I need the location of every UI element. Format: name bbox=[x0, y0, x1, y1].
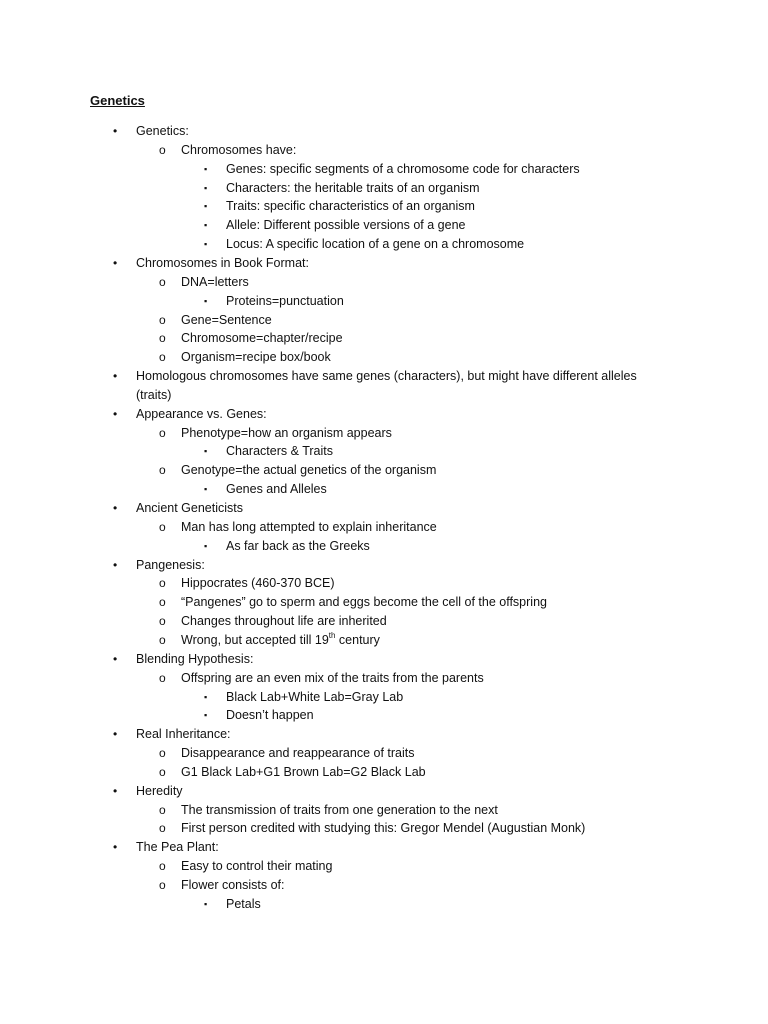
outline-item-level-3 bbox=[226, 442, 333, 461]
outline-item-level-3 bbox=[226, 235, 524, 254]
bullet-marker-level-2: o bbox=[159, 821, 166, 836]
outline-item-level-3 bbox=[226, 480, 327, 499]
bullet-marker-level-1: • bbox=[113, 406, 118, 421]
outline-item-level-1 bbox=[136, 499, 243, 518]
outline-item-text: Ancient Geneticists bbox=[136, 501, 243, 515]
bullet-marker-level-2: o bbox=[159, 878, 166, 892]
bullet-marker-level-1: • bbox=[113, 840, 118, 855]
bullet-marker-level-2: o bbox=[159, 331, 166, 346]
outline-item-text: Pangenesis: bbox=[136, 557, 205, 572]
bullet-marker-level-3: ▪ bbox=[204, 163, 208, 174]
bullet-marker-level-2: o bbox=[159, 312, 166, 327]
outline-item-level-3 bbox=[226, 197, 475, 216]
outline-item-text: Traits: specific characteristics of an organism bbox=[226, 199, 475, 214]
bullet-marker-level-2: o bbox=[159, 746, 166, 761]
outline-item-text: Easy to control their mating bbox=[181, 859, 333, 874]
outline-item-level-1 bbox=[136, 367, 637, 386]
bullet-marker-level-2: o bbox=[159, 425, 166, 440]
outline-item-text: Characters: the heritable traits of an organism bbox=[226, 180, 480, 195]
outline-item-text: Organism=recipe box/book bbox=[181, 350, 331, 365]
outline-item-text: Wrong, but accepted till 19 bbox=[181, 632, 329, 647]
superscript: th bbox=[328, 630, 336, 640]
outline-item-text: Appearance vs. Genes: bbox=[136, 406, 267, 421]
outline-item-text: Blending Hypothesis: bbox=[136, 651, 254, 666]
outline-item-level-2 bbox=[181, 763, 426, 782]
outline-item-level-2 bbox=[181, 273, 249, 292]
bullet-marker-level-2: o bbox=[159, 764, 166, 779]
bullet-marker-level-3: ▪ bbox=[204, 898, 208, 909]
outline-item-level-2 bbox=[181, 876, 285, 895]
outline-item-text: Gene=Sentence bbox=[181, 312, 272, 327]
outline-item-text: Genotype=the actual genetics of the organism bbox=[181, 463, 437, 478]
outline-item-text: The transmission of traits from one generation to the next bbox=[181, 802, 498, 817]
outline-item-text: First person credited with studying this: Gregor Mendel (Augustian Monk) bbox=[181, 821, 586, 836]
outline-item-text: Characters & Traits bbox=[226, 444, 333, 459]
outline-item-level-1 bbox=[136, 556, 205, 575]
bullet-marker-level-2: o bbox=[159, 632, 166, 647]
outline-item-level-3 bbox=[226, 216, 466, 235]
bullet-marker-level-3: ▪ bbox=[204, 691, 208, 702]
bullet-marker-level-1: • bbox=[113, 557, 118, 572]
document-title: Genetics bbox=[90, 93, 145, 108]
outline-item-level-1 bbox=[136, 386, 171, 405]
bullet-marker-level-3: ▪ bbox=[204, 446, 208, 457]
outline-item-text: Hippocrates (460-370 BCE) bbox=[181, 576, 335, 591]
outline-item-text: Genes: specific segments of a chromosome code for characters bbox=[226, 161, 580, 176]
bullet-marker-level-1: • bbox=[113, 783, 118, 798]
outline-item-text: Locus: A specific location of a gene on a chromosome bbox=[226, 237, 525, 252]
outline-item-text: G1 Black Lab+G1 Brown Lab=G2 Black Lab bbox=[181, 764, 426, 779]
bullet-marker-level-3: ▪ bbox=[204, 484, 208, 495]
outline-item-text: Flower consists of: bbox=[181, 878, 285, 892]
outline-item-level-1 bbox=[136, 838, 219, 857]
bullet-marker-level-2: o bbox=[159, 576, 166, 591]
outline-item-text: Heredity bbox=[136, 783, 183, 798]
outline-item-text: Proteins=punctuation bbox=[226, 293, 344, 308]
bullet-marker-level-1: • bbox=[113, 124, 118, 138]
bullet-marker-level-2: o bbox=[159, 614, 166, 629]
outline-item-level-2 bbox=[181, 461, 436, 480]
bullet-marker-level-3: ▪ bbox=[204, 182, 208, 193]
bullet-marker-level-3: ▪ bbox=[204, 220, 208, 231]
bullet-marker-level-2: o bbox=[159, 595, 166, 610]
outline-item-level-2 bbox=[181, 631, 380, 650]
outline-item-text: Genes and Alleles bbox=[226, 482, 327, 497]
outline-item-text: Chromosome=chapter/recipe bbox=[181, 331, 343, 346]
outline-item-level-2 bbox=[181, 801, 498, 820]
bullet-marker-level-3: ▪ bbox=[204, 710, 208, 721]
bullet-marker-level-2: o bbox=[159, 802, 166, 817]
outline-item-text: Chromosomes in Book Format: bbox=[136, 255, 309, 270]
bullet-marker-level-2: o bbox=[159, 274, 166, 289]
bullet-marker-level-1: • bbox=[113, 727, 118, 742]
outline-item-level-2 bbox=[181, 311, 272, 330]
outline-item-text: Doesn’t happen bbox=[226, 708, 314, 723]
bullet-marker-level-3: ▪ bbox=[204, 540, 208, 551]
bullet-marker-level-1: • bbox=[113, 369, 118, 384]
outline-item-level-2 bbox=[181, 857, 332, 876]
bullet-marker-level-2: o bbox=[159, 142, 166, 157]
bullet-marker-level-2: o bbox=[159, 519, 166, 534]
bullet-marker-level-1: • bbox=[113, 255, 118, 270]
outline-item-text: Chromosomes have: bbox=[181, 142, 297, 157]
outline-item-level-1 bbox=[136, 782, 183, 801]
outline-item-level-2 bbox=[181, 744, 414, 763]
outline-item-level-1 bbox=[136, 122, 189, 141]
bullet-marker-level-1: • bbox=[113, 501, 118, 515]
outline-item-text: Genetics: bbox=[136, 124, 189, 138]
outline-item-text: Man has long attempted to explain inheritance bbox=[181, 519, 437, 534]
outline-item-text: Allele: Different possible versions of a gene bbox=[226, 218, 466, 233]
outline-item-level-2 bbox=[181, 141, 296, 160]
bullet-marker-level-2: o bbox=[159, 463, 166, 478]
outline-item-text: Real Inheritance: bbox=[136, 727, 231, 742]
outline-item-level-2 bbox=[181, 593, 547, 612]
outline-item-level-2 bbox=[181, 329, 343, 348]
outline-item-level-3 bbox=[226, 292, 344, 311]
outline-item-text: (traits) bbox=[136, 387, 172, 402]
outline-item-text: The Pea Plant: bbox=[136, 840, 219, 855]
outline-item-level-2 bbox=[181, 348, 331, 367]
outline-item-level-2 bbox=[181, 819, 585, 838]
outline-item-text: Disappearance and reappearance of traits bbox=[181, 746, 415, 761]
outline-item-level-2 bbox=[181, 518, 437, 537]
outline-item-level-1 bbox=[136, 725, 231, 744]
outline-item-level-3 bbox=[226, 895, 261, 914]
outline-item-level-2 bbox=[181, 612, 387, 631]
bullet-marker-level-1: • bbox=[113, 651, 118, 666]
outline-item-level-2 bbox=[181, 424, 392, 443]
bullet-marker-level-2: o bbox=[159, 859, 166, 874]
outline-item-text: Homologous chromosomes have same genes (characters), but might have different alleles bbox=[136, 369, 637, 384]
outline-item-text: As far back as the Greeks bbox=[226, 538, 370, 553]
bullet-marker-level-2: o bbox=[159, 670, 166, 685]
outline-item-text-continued: century bbox=[335, 632, 380, 647]
bullet-marker-level-3: ▪ bbox=[204, 239, 208, 250]
outline-item-level-1 bbox=[136, 405, 267, 424]
outline-item-level-3 bbox=[226, 706, 314, 725]
bullet-marker-level-3: ▪ bbox=[204, 295, 208, 306]
outline-item-level-3 bbox=[226, 179, 480, 198]
outline-item-level-3 bbox=[226, 688, 403, 707]
outline-item-text: Phenotype=how an organism appears bbox=[181, 425, 392, 440]
outline-item-level-1 bbox=[136, 650, 253, 669]
outline-item-level-2 bbox=[181, 669, 484, 688]
outline-item-text: Petals bbox=[226, 896, 261, 911]
outline-item-text: DNA=letters bbox=[181, 274, 249, 289]
outline-item-text: Offspring are an even mix of the traits from the parents bbox=[181, 670, 484, 685]
bullet-marker-level-3: ▪ bbox=[204, 201, 208, 212]
outline-item-level-3 bbox=[226, 160, 580, 179]
bullet-marker-level-2: o bbox=[159, 350, 166, 365]
outline-item-level-3 bbox=[226, 537, 370, 556]
outline-item-level-1 bbox=[136, 254, 309, 273]
outline-item-text: Changes throughout life are inherited bbox=[181, 614, 387, 629]
outline-item-text: Black Lab+White Lab=Gray Lab bbox=[226, 689, 404, 704]
outline-item-level-2 bbox=[181, 574, 335, 593]
outline-item-text: “Pangenes” go to sperm and eggs become the cell of the offspring bbox=[181, 595, 547, 610]
